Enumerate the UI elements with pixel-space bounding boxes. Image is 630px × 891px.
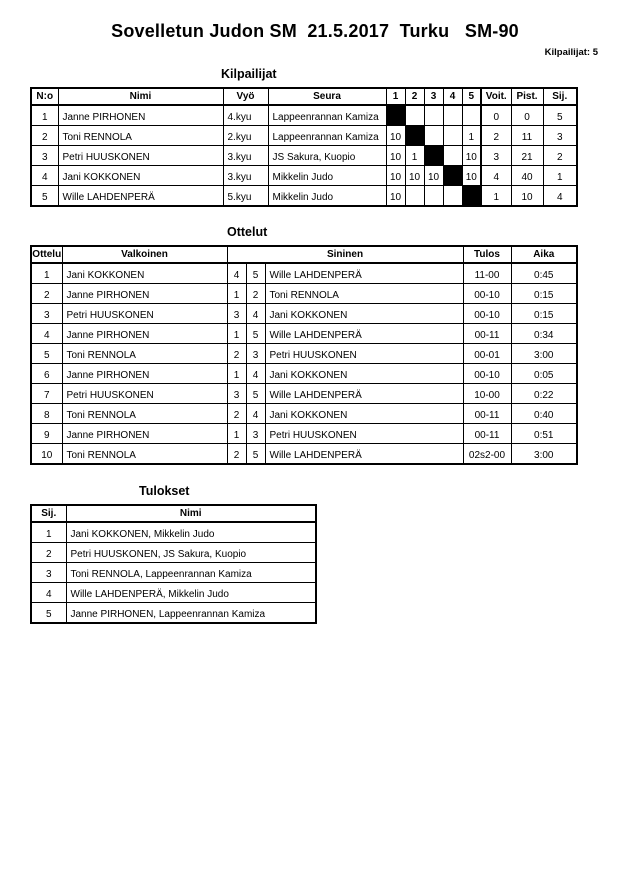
placement-name: Toni RENNOLA, Lappeenrannan Kamiza: [66, 563, 316, 583]
white-player-number: 3: [227, 384, 246, 404]
white-player-number: 2: [227, 344, 246, 364]
ottelut-table: [30, 245, 578, 465]
match-result: 00-11: [463, 424, 511, 444]
column-header-valkoinen: Valkoinen: [62, 246, 227, 263]
competitor-placement: 4: [543, 186, 577, 207]
competitor-points: 0: [511, 105, 543, 126]
match-number: 10: [31, 444, 62, 465]
match-time: 0:05: [511, 364, 577, 384]
score-cell: 10: [462, 146, 481, 166]
score-cell: [443, 186, 462, 207]
competitor-number: 1: [31, 105, 58, 126]
blue-player-number: 5: [246, 263, 265, 284]
page-title: Sovelletun Judon SM 21.5.2017 Turku SM-90: [111, 21, 519, 41]
white-player-number: 2: [227, 444, 246, 465]
placement-name: Wille LAHDENPERÄ, Mikkelin Judo: [66, 583, 316, 603]
competitor-club: JS Sakura, Kuopio: [268, 146, 386, 166]
match-row: [31, 444, 577, 465]
match-result: 00-10: [463, 304, 511, 324]
blue-player-name: Toni RENNOLA: [265, 284, 463, 304]
competitor-number: 3: [31, 146, 58, 166]
competitor-wins: 4: [481, 166, 511, 186]
competitor-row: [31, 146, 577, 166]
match-result: 00-10: [463, 364, 511, 384]
match-number: 4: [31, 324, 62, 344]
match-time: 0:45: [511, 263, 577, 284]
diagonal-cell: [424, 146, 443, 166]
column-header-1: 1: [386, 88, 405, 105]
score-cell: [424, 105, 443, 126]
match-time: 0:34: [511, 324, 577, 344]
blue-player-name: Jani KOKKONEN: [265, 304, 463, 324]
score-cell: [443, 105, 462, 126]
competitor-belt: 2.kyu: [223, 126, 268, 146]
placement-number: 2: [31, 543, 66, 563]
column-header-tulos: Tulos: [463, 246, 511, 263]
score-cell: [443, 146, 462, 166]
competitor-belt: 3.kyu: [223, 166, 268, 186]
blue-player-number: 5: [246, 444, 265, 465]
match-time: 3:00: [511, 444, 577, 465]
competitor-name: Wille LAHDENPERÄ: [58, 186, 223, 207]
match-number: 9: [31, 424, 62, 444]
match-number: 3: [31, 304, 62, 324]
competitor-club: Lappeenrannan Kamiza: [268, 126, 386, 146]
match-time: 0:22: [511, 384, 577, 404]
white-player-name: Janne PIRHONEN: [62, 364, 227, 384]
score-cell: 1: [405, 146, 424, 166]
score-cell: 10: [462, 166, 481, 186]
competitor-points: 10: [511, 186, 543, 207]
competitor-points: 40: [511, 166, 543, 186]
tulokset-header-row: [31, 505, 316, 522]
blue-player-number: 2: [246, 284, 265, 304]
competitor-wins: 3: [481, 146, 511, 166]
ottelut-header-row: [31, 246, 577, 263]
white-player-number: 1: [227, 324, 246, 344]
match-number: 5: [31, 344, 62, 364]
competitor-club: Mikkelin Judo: [268, 166, 386, 186]
column-header-seura: Seura: [268, 88, 386, 105]
match-result: 00-11: [463, 404, 511, 424]
white-player-name: Toni RENNOLA: [62, 444, 227, 465]
competitor-belt: 5.kyu: [223, 186, 268, 207]
score-cell: 10: [386, 166, 405, 186]
column-header-vyo: Vyö: [223, 88, 268, 105]
competitor-name: Petri HUUSKONEN: [58, 146, 223, 166]
match-number: 8: [31, 404, 62, 424]
competitor-name: Janne PIRHONEN: [58, 105, 223, 126]
match-row: [31, 263, 577, 284]
white-player-name: Toni RENNOLA: [62, 344, 227, 364]
placement-name: Jani KOKKONEN, Mikkelin Judo: [66, 522, 316, 543]
blue-player-number: 5: [246, 324, 265, 344]
placement-name: Petri HUUSKONEN, JS Sakura, Kuopio: [66, 543, 316, 563]
match-number: 1: [31, 263, 62, 284]
match-result: 11-00: [463, 263, 511, 284]
placement-row: [31, 603, 316, 624]
column-header-voit: Voit.: [481, 88, 511, 105]
score-cell: [424, 126, 443, 146]
match-row: [31, 304, 577, 324]
match-row: [31, 384, 577, 404]
placement-row: [31, 583, 316, 603]
competitor-wins: 1: [481, 186, 511, 207]
competitor-number: 5: [31, 186, 58, 207]
white-player-number: 4: [227, 263, 246, 284]
match-time: 0:15: [511, 284, 577, 304]
score-cell: [424, 186, 443, 207]
diagonal-cell: [443, 166, 462, 186]
white-player-name: Toni RENNOLA: [62, 404, 227, 424]
white-player-number: 3: [227, 304, 246, 324]
competitor-points: 11: [511, 126, 543, 146]
column-header-nimi: Nimi: [66, 505, 316, 522]
competitor-row: [31, 186, 577, 207]
blue-player-name: Jani KOKKONEN: [265, 404, 463, 424]
competitor-placement: 3: [543, 126, 577, 146]
section-heading-ottelut: Ottelut: [227, 225, 268, 239]
competitor-club: Lappeenrannan Kamiza: [268, 105, 386, 126]
kilpailijat-header-row: [31, 88, 577, 105]
blue-player-name: Petri HUUSKONEN: [265, 344, 463, 364]
score-cell: 10: [386, 126, 405, 146]
diagonal-cell: [462, 186, 481, 207]
competitor-name: Toni RENNOLA: [58, 126, 223, 146]
placement-row: [31, 543, 316, 563]
match-row: [31, 324, 577, 344]
score-cell: [405, 105, 424, 126]
blue-player-name: Wille LAHDENPERÄ: [265, 444, 463, 465]
competitor-club: Mikkelin Judo: [268, 186, 386, 207]
match-time: 0:40: [511, 404, 577, 424]
score-cell: [462, 105, 481, 126]
match-time: 3:00: [511, 344, 577, 364]
competitor-placement: 5: [543, 105, 577, 126]
placement-row: [31, 563, 316, 583]
placement-row: [31, 522, 316, 543]
tulokset-table: [30, 504, 317, 624]
white-player-name: Petri HUUSKONEN: [62, 304, 227, 324]
score-cell: [405, 186, 424, 207]
section-heading-kilpailijat: Kilpailijat: [221, 67, 277, 81]
section-heading-tulokset: Tulokset: [139, 484, 190, 498]
match-result: 10-00: [463, 384, 511, 404]
competitor-wins: 2: [481, 126, 511, 146]
kilpailijat-table: [30, 87, 578, 207]
match-row: [31, 364, 577, 384]
competitor-belt: 4.kyu: [223, 105, 268, 126]
white-player-number: 1: [227, 284, 246, 304]
match-row: [31, 404, 577, 424]
match-time: 0:51: [511, 424, 577, 444]
blue-player-number: 4: [246, 304, 265, 324]
column-header-aika: Aika: [511, 246, 577, 263]
placement-number: 5: [31, 603, 66, 624]
match-number: 6: [31, 364, 62, 384]
white-player-number: 1: [227, 364, 246, 384]
match-row: [31, 424, 577, 444]
score-cell: [443, 126, 462, 146]
competitor-row: [31, 105, 577, 126]
placement-name: Janne PIRHONEN, Lappeenrannan Kamiza: [66, 603, 316, 624]
blue-player-name: Wille LAHDENPERÄ: [265, 263, 463, 284]
score-cell: 10: [386, 146, 405, 166]
column-header-nimi: Nimi: [58, 88, 223, 105]
blue-player-name: Petri HUUSKONEN: [265, 424, 463, 444]
blue-player-name: Wille LAHDENPERÄ: [265, 384, 463, 404]
match-result: 02s2-00: [463, 444, 511, 465]
match-number: 7: [31, 384, 62, 404]
column-header-no: N:o: [31, 88, 58, 105]
competitor-row: [31, 126, 577, 146]
white-player-name: Janne PIRHONEN: [62, 284, 227, 304]
blue-player-number: 3: [246, 344, 265, 364]
competitor-number: 2: [31, 126, 58, 146]
column-header-5: 5: [462, 88, 481, 105]
column-header-sininen: Sininen: [227, 246, 463, 263]
white-player-name: Jani KOKKONEN: [62, 263, 227, 284]
competitor-placement: 1: [543, 166, 577, 186]
competitor-wins: 0: [481, 105, 511, 126]
blue-player-name: Jani KOKKONEN: [265, 364, 463, 384]
white-player-name: Petri HUUSKONEN: [62, 384, 227, 404]
competitor-points: 21: [511, 146, 543, 166]
column-header-pist: Pist.: [511, 88, 543, 105]
blue-player-number: 4: [246, 404, 265, 424]
white-player-number: 2: [227, 404, 246, 424]
column-header-3: 3: [424, 88, 443, 105]
placement-number: 4: [31, 583, 66, 603]
match-row: [31, 284, 577, 304]
score-cell: 1: [462, 126, 481, 146]
competitor-number: 4: [31, 166, 58, 186]
score-cell: 10: [386, 186, 405, 207]
column-header-2: 2: [405, 88, 424, 105]
blue-player-number: 5: [246, 384, 265, 404]
column-header-4: 4: [443, 88, 462, 105]
column-header-ottelu: Ottelu: [31, 246, 62, 263]
match-result: 00-10: [463, 284, 511, 304]
match-time: 0:15: [511, 304, 577, 324]
column-header-sij: Sij.: [543, 88, 577, 105]
blue-player-number: 4: [246, 364, 265, 384]
match-result: 00-11: [463, 324, 511, 344]
column-header-sij: Sij.: [31, 505, 66, 522]
blue-player-name: Wille LAHDENPERÄ: [265, 324, 463, 344]
competitor-count: Kilpailijat: 5: [544, 47, 598, 58]
placement-number: 3: [31, 563, 66, 583]
score-cell: 10: [405, 166, 424, 186]
match-number: 2: [31, 284, 62, 304]
competitor-belt: 3.kyu: [223, 146, 268, 166]
match-result: 00-01: [463, 344, 511, 364]
competitor-name: Jani KOKKONEN: [58, 166, 223, 186]
competitor-row: [31, 166, 577, 186]
match-row: [31, 344, 577, 364]
diagonal-cell: [386, 105, 405, 126]
score-cell: 10: [424, 166, 443, 186]
white-player-number: 1: [227, 424, 246, 444]
blue-player-number: 3: [246, 424, 265, 444]
diagonal-cell: [405, 126, 424, 146]
competitor-placement: 2: [543, 146, 577, 166]
placement-number: 1: [31, 522, 66, 543]
white-player-name: Janne PIRHONEN: [62, 424, 227, 444]
white-player-name: Janne PIRHONEN: [62, 324, 227, 344]
